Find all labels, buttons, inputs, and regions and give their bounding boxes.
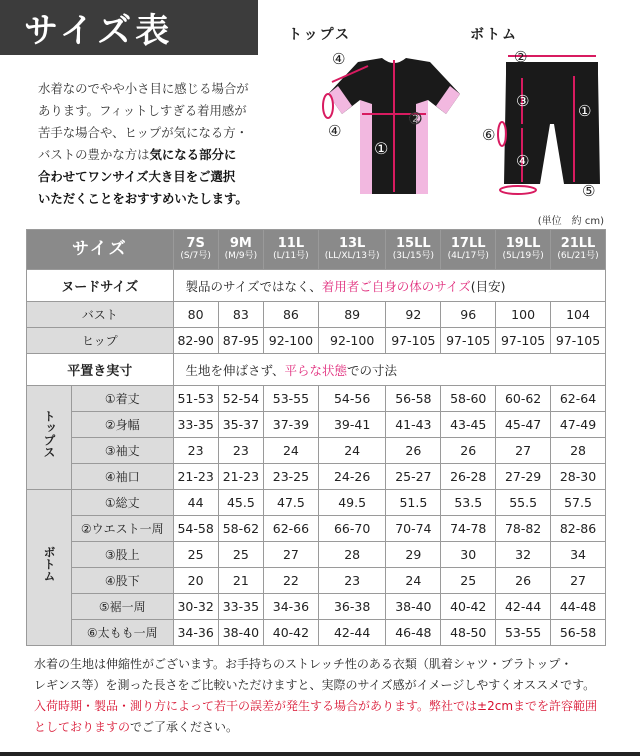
size-name: 9M <box>229 235 252 251</box>
cell: 20 <box>173 568 218 594</box>
size-name: 7S <box>186 235 205 251</box>
cell: 23-25 <box>263 464 318 490</box>
row-name: ③袖丈 <box>72 438 174 464</box>
bottom-label: ボトム <box>470 27 518 43</box>
cell: 42-44 <box>496 594 551 620</box>
intro-text <box>38 78 273 210</box>
cell: 33-35 <box>173 412 218 438</box>
cell: 92 <box>386 302 441 328</box>
page-title-text: サイズ表 <box>24 11 174 51</box>
table-row <box>27 542 606 568</box>
cell: 89 <box>318 302 386 328</box>
page-title <box>0 0 258 55</box>
bottom-mark-2: ② <box>514 48 528 66</box>
cell: 27 <box>496 438 551 464</box>
cell: 27 <box>551 568 606 594</box>
cell: 56-58 <box>386 386 441 412</box>
intro-line: 苦手な場合や、ヒップが気になる方・ <box>38 125 249 140</box>
cell: 54-58 <box>173 516 218 542</box>
bottom-mark-6: ⑥ <box>482 126 496 144</box>
cell: 51.5 <box>386 490 441 516</box>
cell: 92-100 <box>318 328 386 354</box>
cell: 52-54 <box>218 386 263 412</box>
cell: 21-23 <box>173 464 218 490</box>
size-col <box>263 230 318 270</box>
cell: 27-29 <box>496 464 551 490</box>
cell: 40-42 <box>263 620 318 646</box>
size-header-label: サイズ <box>27 230 174 270</box>
cell: 97-105 <box>551 328 606 354</box>
cell: 53.5 <box>441 490 496 516</box>
cell: 24 <box>386 568 441 594</box>
table-row <box>27 412 606 438</box>
table-row <box>27 386 606 412</box>
cell: 26 <box>386 438 441 464</box>
cell: 104 <box>551 302 606 328</box>
row-name: ②身幅 <box>72 412 174 438</box>
table-row <box>27 464 606 490</box>
cell: 56-58 <box>551 620 606 646</box>
cell: 25 <box>173 542 218 568</box>
bottom-group-text: ボトム <box>42 546 56 582</box>
cell: 26 <box>496 568 551 594</box>
size-col <box>551 230 606 270</box>
cell: 24 <box>318 438 386 464</box>
cell: 28 <box>318 542 386 568</box>
cell: 62-66 <box>263 516 318 542</box>
cell: 49.5 <box>318 490 386 516</box>
size-col <box>218 230 263 270</box>
size-sub: (S/7号) <box>180 250 211 261</box>
cell: 40-42 <box>441 594 496 620</box>
flat-label: 平置き実寸 <box>27 354 174 386</box>
cell: 34-36 <box>173 620 218 646</box>
table-row <box>27 594 606 620</box>
size-sub: (4L/17号) <box>447 250 489 261</box>
size-name: 17LL <box>450 235 486 251</box>
table-row <box>27 620 606 646</box>
cell: 23 <box>218 438 263 464</box>
table-row <box>27 302 606 328</box>
row-name: ①着丈 <box>72 386 174 412</box>
size-col <box>386 230 441 270</box>
cell: 25 <box>218 542 263 568</box>
cell: 23 <box>173 438 218 464</box>
cell: 21-23 <box>218 464 263 490</box>
table-row <box>27 438 606 464</box>
size-header-row <box>27 230 606 270</box>
cell: 44 <box>173 490 218 516</box>
cell: 43-45 <box>441 412 496 438</box>
thigh-ring <box>498 122 506 146</box>
table-row <box>27 568 606 594</box>
bottom-illustration <box>478 44 618 204</box>
cell: 29 <box>386 542 441 568</box>
cell: 62-64 <box>551 386 606 412</box>
footer-line: 水着の生地は伸縮性がございます。お手持ちのストレッチ性のある衣類（肌着シャツ・ブラトップ・ <box>34 657 573 671</box>
size-sub: (L/11号) <box>273 250 309 261</box>
size-name: 19LL <box>505 235 541 251</box>
row-name: ④股下 <box>72 568 174 594</box>
cell: 34 <box>551 542 606 568</box>
cell: 80 <box>173 302 218 328</box>
tops-mark-2: ② <box>408 109 423 128</box>
cell: 53-55 <box>496 620 551 646</box>
cell: 30 <box>441 542 496 568</box>
cell: 48-50 <box>441 620 496 646</box>
nude-note-a: 製品のサイズではなく、 <box>185 278 322 294</box>
size-sub: (M/9号) <box>224 250 258 261</box>
footer-warning: としておりますの <box>34 720 131 734</box>
intro-bold: 気になる部分に <box>149 147 237 162</box>
size-table <box>26 229 606 646</box>
cell: 74-78 <box>441 516 496 542</box>
size-name: 21LL <box>560 235 596 251</box>
cell: 97-105 <box>386 328 441 354</box>
cell: 25-27 <box>386 464 441 490</box>
cell: 51-53 <box>173 386 218 412</box>
footer-note <box>34 654 614 738</box>
cell: 45.5 <box>218 490 263 516</box>
cell: 47-49 <box>551 412 606 438</box>
intro-line: あります。フィットしすぎる着用感が <box>38 103 247 118</box>
size-sub: (5L/19号) <box>502 250 544 261</box>
flat-note <box>173 354 605 386</box>
cell: 100 <box>496 302 551 328</box>
cell: 42-44 <box>318 620 386 646</box>
cell: 36-38 <box>318 594 386 620</box>
nude-note-b: (目安) <box>470 278 506 294</box>
bottom-mark-3: ③ <box>516 92 530 110</box>
cell: 24-26 <box>318 464 386 490</box>
cell: 78-82 <box>496 516 551 542</box>
cell: 97-105 <box>441 328 496 354</box>
nude-note-pink: 着用者ご自身の体のサイズ <box>321 278 471 294</box>
cell: 26-28 <box>441 464 496 490</box>
intro-bold: いただくことをおすすめいたします。 <box>38 191 248 206</box>
bottom-mark-1: ① <box>578 102 592 120</box>
size-sub: (LL/XL/13号) <box>324 250 380 261</box>
cell: 41-43 <box>386 412 441 438</box>
table-row <box>27 516 606 542</box>
cell: 26 <box>441 438 496 464</box>
cell: 30-32 <box>173 594 218 620</box>
intro-line: バストの豊かな方は <box>38 147 150 162</box>
cell: 24 <box>263 438 318 464</box>
hem-ring <box>500 186 536 194</box>
cell: 58-60 <box>441 386 496 412</box>
cell: 82-90 <box>173 328 218 354</box>
cell: 33-35 <box>218 594 263 620</box>
bottom-divider <box>0 752 640 756</box>
tops-group-label <box>27 386 72 490</box>
intro-bold: 合わせてワンサイズ大き目をご選択 <box>38 169 236 184</box>
size-name: 15LL <box>396 235 431 251</box>
cell: 35-37 <box>218 412 263 438</box>
flat-section-row <box>27 354 606 386</box>
table-row <box>27 328 606 354</box>
footer-line: レギンス等）を測った長さをご比較いただけますと、実際のサイズ感がイメージしやすくオススメです。 <box>34 678 596 692</box>
cell: 82-86 <box>551 516 606 542</box>
row-name: ⑥太もも一周 <box>72 620 174 646</box>
table-row <box>27 490 606 516</box>
tops-illustration <box>310 44 470 204</box>
cell: 83 <box>218 302 263 328</box>
cell: 96 <box>441 302 496 328</box>
size-sub: (3L/15号) <box>392 250 434 261</box>
row-name: ヒップ <box>27 328 174 354</box>
bottom-mark-5: ⑤ <box>582 182 596 200</box>
row-name: ①総丈 <box>72 490 174 516</box>
cuff-ring <box>323 94 333 118</box>
cell: 23 <box>318 568 386 594</box>
tops-group-text: トップス <box>42 410 56 458</box>
tops-label: トップス <box>288 27 352 43</box>
cell: 21 <box>218 568 263 594</box>
tops-mark-4: ④ <box>328 122 342 140</box>
cell: 66-70 <box>318 516 386 542</box>
cell: 27 <box>263 542 318 568</box>
cell: 25 <box>441 568 496 594</box>
size-name: 13L <box>338 235 366 251</box>
unit-note: (単位 約 cm) <box>537 216 604 227</box>
row-name: ④袖口 <box>72 464 174 490</box>
bottom-group-label <box>27 490 72 646</box>
cell: 28-30 <box>551 464 606 490</box>
cell: 39-41 <box>318 412 386 438</box>
cell: 45-47 <box>496 412 551 438</box>
tops-mark-1: ① <box>374 139 389 158</box>
cell: 86 <box>263 302 318 328</box>
flat-note-b: での寸法 <box>347 362 398 378</box>
bottom-mark-4: ④ <box>516 152 530 170</box>
cell: 60-62 <box>496 386 551 412</box>
size-col <box>441 230 496 270</box>
cell: 53-55 <box>263 386 318 412</box>
row-name: ③股上 <box>72 542 174 568</box>
nude-note <box>173 270 605 302</box>
cell: 47.5 <box>263 490 318 516</box>
nude-section-row <box>27 270 606 302</box>
cell: 70-74 <box>386 516 441 542</box>
cell: 22 <box>263 568 318 594</box>
row-name: ⑤裾一周 <box>72 594 174 620</box>
tops-mark-3: ④ <box>332 50 346 68</box>
row-name: ②ウエスト一周 <box>72 516 174 542</box>
row-name: バスト <box>27 302 174 328</box>
size-name: 11L <box>277 235 305 251</box>
cell: 87-95 <box>218 328 263 354</box>
cell: 44-48 <box>551 594 606 620</box>
cell: 38-40 <box>218 620 263 646</box>
cell: 46-48 <box>386 620 441 646</box>
cell: 55.5 <box>496 490 551 516</box>
cell: 37-39 <box>263 412 318 438</box>
cell: 32 <box>496 542 551 568</box>
cell: 54-56 <box>318 386 386 412</box>
cell: 34-36 <box>263 594 318 620</box>
size-col <box>496 230 551 270</box>
intro-line: 水着なのでやや小さ目に感じる場合が <box>38 81 249 96</box>
cell: 57.5 <box>551 490 606 516</box>
size-sub: (6L/21号) <box>557 250 599 261</box>
cell: 97-105 <box>496 328 551 354</box>
size-col <box>318 230 386 270</box>
size-col <box>173 230 218 270</box>
cell: 92-100 <box>263 328 318 354</box>
footer-warning: 入荷時期・製品・測り方によって若干の誤差が発生する場合があります。弊社では±2cmまでを許容範囲 <box>34 699 598 713</box>
cell: 28 <box>551 438 606 464</box>
nude-label: ヌードサイズ <box>27 270 174 302</box>
flat-note-a: 生地を伸ばさず、 <box>185 362 285 378</box>
cell: 58-62 <box>218 516 263 542</box>
footer-tail: でご了承ください。 <box>130 720 239 734</box>
cell: 38-40 <box>386 594 441 620</box>
flat-note-pink: 平らな状態 <box>284 362 348 378</box>
